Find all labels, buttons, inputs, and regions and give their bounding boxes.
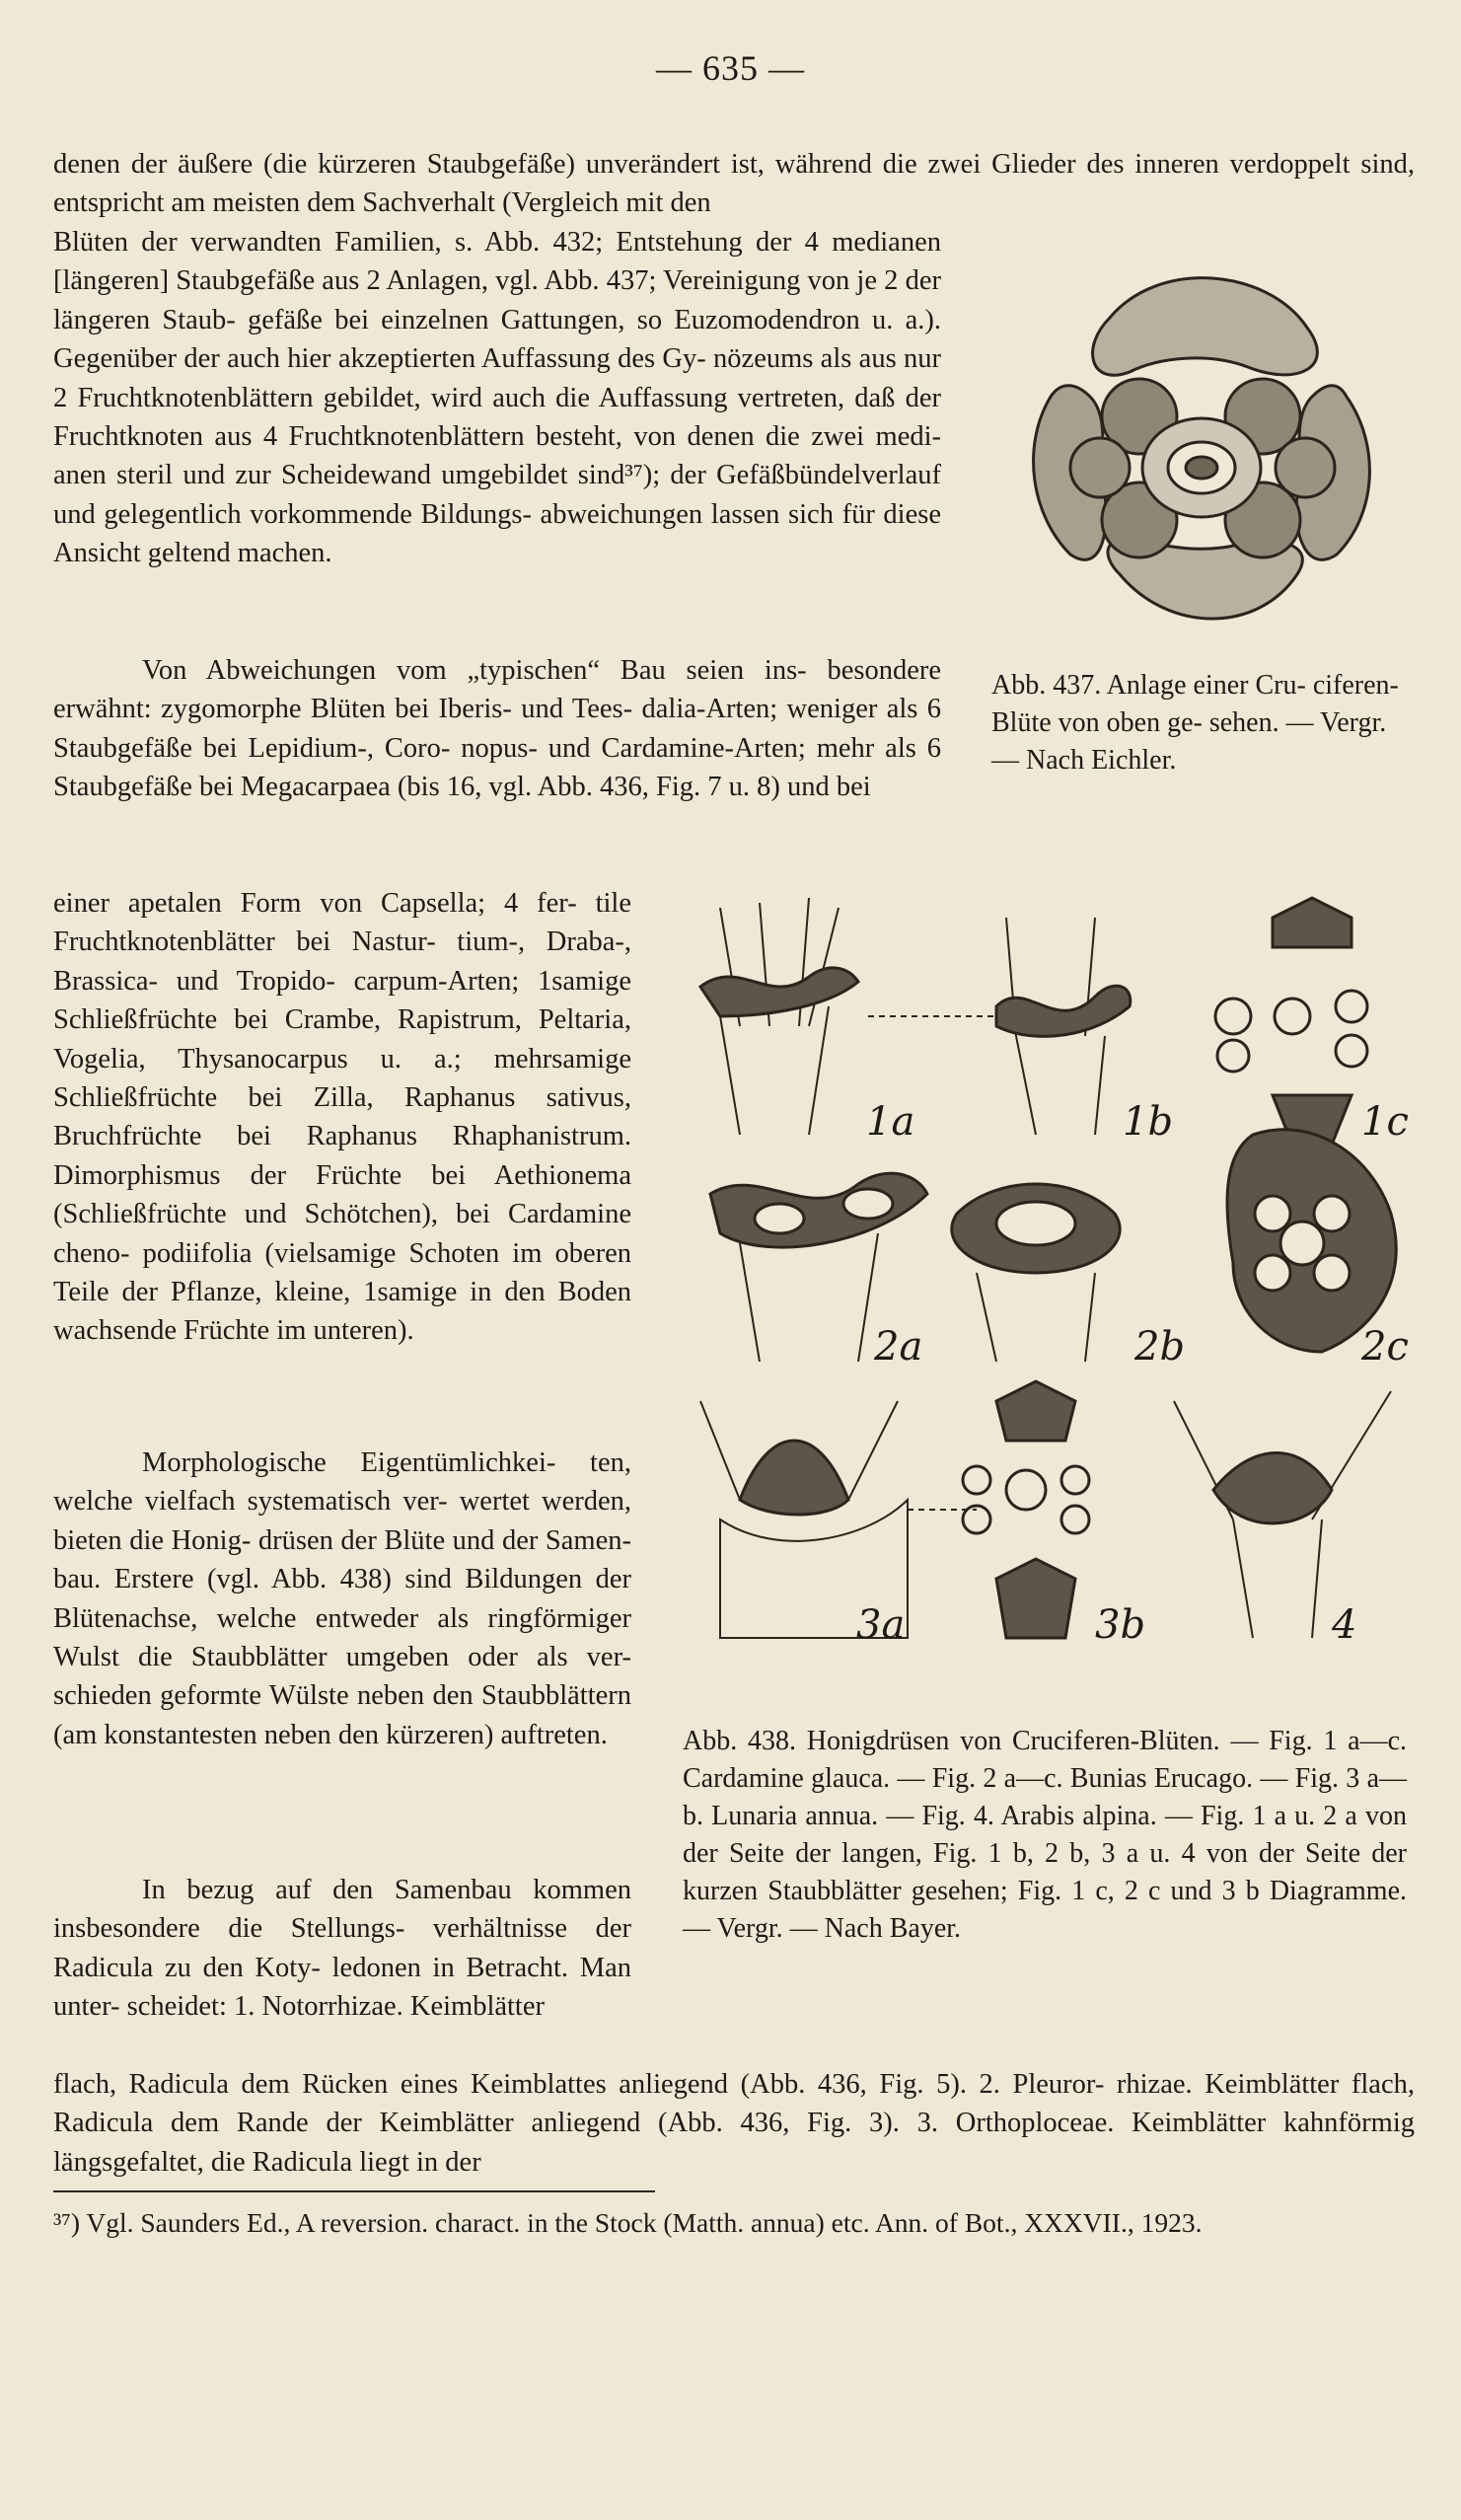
paragraph-6: In bezug auf den Samenbau kommen insbesondere die Stellungs- verhältnisse der Radicula zu den Koty- ledonen in Betracht. Man unter- scheidet: 1. Notorrhizae. Keimblätter: [53, 1875, 631, 2023]
figure-label-4: 4: [1332, 1602, 1357, 1648]
figure-label-3b: 3b: [1095, 1602, 1146, 1648]
caption-abb-438: Abb. 438. Honigdrüsen von Cruciferen-Blüten. — Fig. 1 a—c. Cardamine glauca. — Fig. 2 a—c. Bunias Erucago. — Fig. 3 a—b. Lunaria annua. — Fig. 4. Arabis alpina. — Fig. 1 a u. 2 a von der Seite der langen, Fig. 1 b, 2 b, 3 a u. 4 von der Seite der kurzen Staubblätter gesehen; Fig. 1 c, 2 c und 3 b Diagramme. — Vergr. — Nach Bayer.: [683, 1726, 1407, 1944]
paragraph-3: Von Abweichungen vom „typischen“ Bau seien ins- besondere erwähnt: zygomorphe Blüten bei Iberis- und Tees- dalia-Arten; weniger als 6 Staubgefäße bei Lepidium-, Coro- nopus- und Cardamine-Arten; mehr als 6 Staubgefäße bei Megacarpaea (bis 16, vgl. Abb. 436, Fig. 7 u. 8) und bei: [53, 655, 941, 803]
figure-label-1b: 1b: [1123, 1099, 1174, 1145]
figure-label-2c: 2c: [1361, 1324, 1409, 1370]
footnote-37: ³⁷) Vgl. Saunders Ed., A reversion. charact. in the Stock (Matth. annua) etc. Ann. of Bot., XXXVII., 1923.: [53, 2207, 1203, 2238]
figure-437-illustration: [991, 249, 1406, 651]
paragraph-7: flach, Radicula dem Rücken eines Keimblattes anliegend (Abb. 436, Fig. 5). 2. Pleuror- rhizae. Keimblätter flach, Radicula dem Rande der Keimblätter anliegend (Abb. 436, Fig. 3). 3. Orthoploceae. Keimblätter kahnförmig längsgefaltet, die Radicula liegt in der: [53, 2069, 1415, 2178]
figure-label-2a: 2a: [874, 1324, 923, 1370]
footnote-rule: [53, 2190, 655, 2192]
figure-label-1a: 1a: [866, 1099, 915, 1145]
figure-label-1c: 1c: [1361, 1099, 1409, 1145]
paragraph-4: einer apetalen Form von Capsella; 4 fer- tile Fruchtknotenblätter bei Nastur- tium-, Draba-, Brassica- und Tropido- carpum-Arten; 1samige Schließfrüchte bei Crambe, Rapistrum, Peltaria, Vogelia, Thysanocarpus u. a.; mehrsamige Schließfrüchte bei Zilla, Raphanus sativus, Bruchfrüchte bei Raphanus Rhaphanistrum. Dimorphismus der Früchte bei Aethionema (Schließfrüchte und Schötchen), bei Cardamine cheno- podiifolia (vielsamige Schoten im oberen Teile der Pflanze, kleine, 1samige in den Boden wachsende Früchte im unteren).: [53, 888, 631, 1347]
paragraph-5: Morphologische Eigentümlichkei- ten, welche vielfach systematisch ver- wertet werden, bieten die Honig- drüsen der Blüte und der Samen- bau. Erstere (vgl. Abb. 438) sind Bildungen der Blütenachse, welche entweder als ringförmiger Wulst die Staubblätter umgeben oder als ver- schieden geformte Wülste neben den Staubblättern (am konstantesten neben den kürzeren) auftreten.: [53, 1447, 631, 1750]
caption-abb-437: Abb. 437. Anlage einer Cru- ciferen-Blüte von oben ge- sehen. — Vergr. — Nach Eichler.: [991, 670, 1399, 776]
paragraph-2: Blüten der verwandten Familien, s. Abb. 432; Entstehung der 4 medianen [längeren] Staubgefäße aus 2 Anlagen, vgl. Abb. 437; Vereinigung von je 2 der längeren Staub- gefäße bei einzelnen Gattungen, so Euzomodendron u. a.). Gegenüber der auch hier akzeptierten Auffassung des Gy- nözeums als aus nur 2 Fruchtknotenblättern gebildet, wird auch die Auffassung vertreten, daß der Fruchtknoten aus 4 Fruchtknotenblättern besteht, von denen die zwei medi- anen steril und zur Scheidewand umgebildet sind³⁷); der Gefäßbündelverlauf und gelegentlich vorkommende Bildungs- abweichungen lassen sich für diese Ansicht geltend machen.: [53, 227, 941, 569]
page-number: — 635 —: [656, 48, 805, 88]
figure-label-3a: 3a: [856, 1602, 906, 1648]
figure-label-2b: 2b: [1134, 1324, 1186, 1370]
paragraph-1: denen der äußere (die kürzeren Staubgefäße) unverändert ist, während die zwei Glieder des inneren verdoppelt sind, entspricht am meisten dem Sachverhalt (Vergleich mit den: [53, 149, 1415, 219]
figure-438-illustration: [681, 888, 1419, 1707]
